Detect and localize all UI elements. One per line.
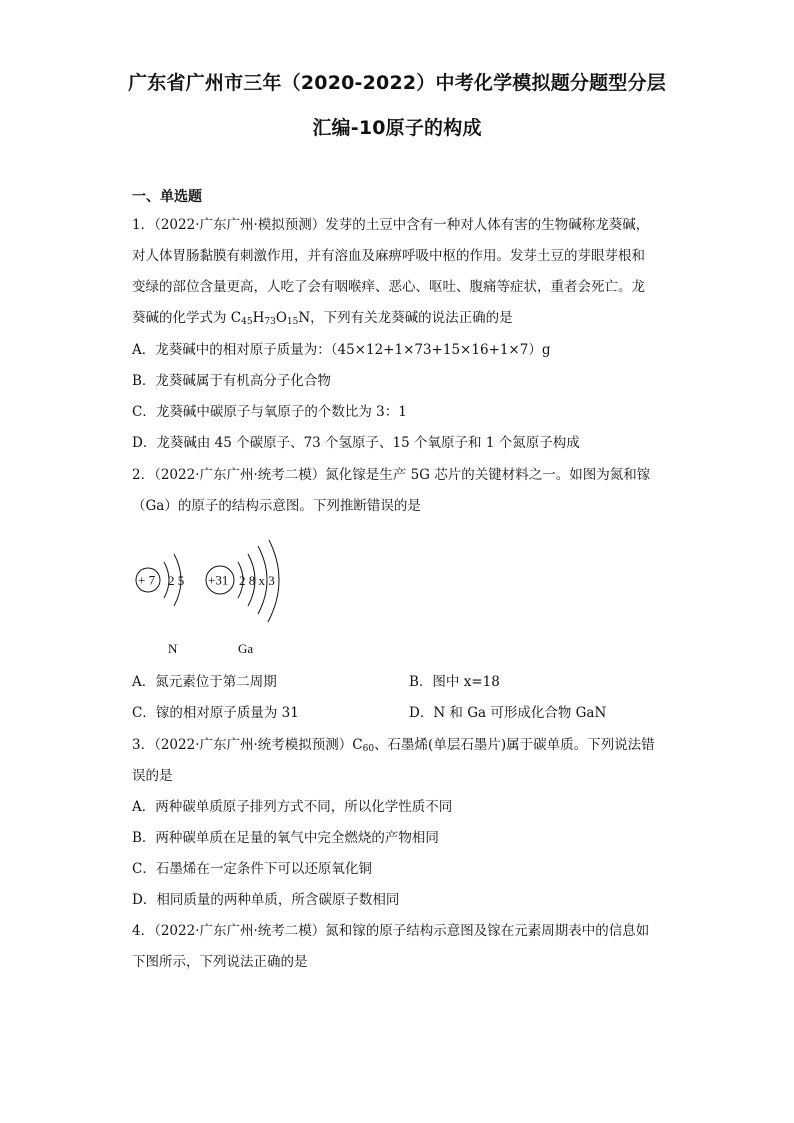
q3-option-c[interactable]: C．石墨烯在一定条件下可以还原氧化铜 [132, 861, 372, 877]
q1-line-4 [132, 306, 513, 327]
gallium-atom [206, 540, 279, 656]
document-title-line-2: 汇编-10原子的构成 [312, 117, 482, 139]
q3-option-b[interactable]: B．两种碳单质在足量的氧气中完全燃烧的产物相同 [132, 830, 439, 846]
gallium-nucleus-charge: +31 [208, 572, 229, 588]
document-title-line-1: 广东省广州市三年（2020-2022）中考化学模拟题分题型分层 [128, 72, 666, 94]
q2-option-a[interactable]: A．氮元素位于第二周期 [132, 674, 277, 690]
q1-option-c[interactable]: C．龙葵碱中碳原子与氧原子的个数比为 3：1 [132, 404, 407, 420]
q1-option-d[interactable]: D．龙葵碱由 45 个碳原子、73 个氢原子、15 个氧原子和 1 个氮原子构成 [132, 435, 580, 451]
q1-formula-sub-h: 73 [264, 317, 276, 327]
q3-line-1-suffix: 、石墨烯(单层石墨片)属于碳单质。下列说法错 [374, 737, 655, 753]
q4-line-1: 4．（2022·广东广州·统考二模）氮和镓的原子结构示意图及镓在元素周期表中的信息如 [132, 923, 650, 939]
q1-formula-sub-c: 45 [241, 317, 253, 327]
q1-formula-sub-o: 15 [286, 317, 299, 327]
gallium-electrons: 2 8 x 3 [239, 573, 275, 588]
nitrogen-nucleus-charge: + 7 [138, 572, 156, 588]
q4-line-2: 下图所示，下列说法正确的是 [132, 954, 308, 970]
q1-formula-prefix: 葵碱的化学式为 C [132, 310, 242, 326]
q3-line-1 [132, 733, 655, 754]
q3-option-a[interactable]: A．两种碳单质原子排列方式不同，所以化学性质不同 [132, 799, 453, 815]
q1-formula-h: H [252, 310, 265, 326]
section-heading: 一、单选题 [132, 189, 202, 205]
q3-c60-subscript: 60 [362, 744, 375, 754]
nitrogen-electrons: 2 5 [168, 573, 185, 588]
q3-option-d[interactable]: D．相同质量的两种单质，所含碳原子数相同 [132, 892, 400, 908]
q1-line-3: 变绿的部位含量更高，人吃了会有咽喉痒、恶心、呕吐、腹痛等症状，重者会死亡。龙 [132, 279, 645, 295]
atomic-structure-diagram [130, 540, 310, 660]
q1-option-a[interactable]: A．龙葵碱中的相对原子质量为：（45×12+1×73+15×16+1×7）g [132, 342, 551, 358]
q3-line-2: 误的是 [132, 768, 173, 784]
q2-line-2: （Ga）的原子的结构示意图。下列推断错误的是 [132, 498, 421, 514]
q3-line-1-prefix: 3．（2022·广东广州·统考模拟预测）C [132, 737, 363, 753]
q2-line-1: 2．（2022·广东广州·统考二模）氮化镓是生产 5G 芯片的关键材料之一。如图为氮和镓 [132, 467, 651, 483]
q1-formula-o: O [275, 310, 287, 326]
q2-option-c[interactable]: C．镓的相对原子质量为 31 [132, 705, 299, 721]
gallium-label: Ga [238, 641, 254, 656]
q1-line-1: 1．（2022·广东广州·模拟预测）发芽的土豆中含有一种对人体有害的生物碱称龙葵碱， [132, 217, 650, 233]
q2-option-b[interactable]: B．图中 x=18 [409, 674, 500, 690]
nitrogen-label: N [168, 641, 178, 656]
nitrogen-atom [136, 554, 184, 656]
q1-line-2: 对人体胃肠黏膜有刺激作用，并有溶血及麻痹呼吸中枢的作用。发芽土豆的芽眼芽根和 [132, 248, 645, 264]
q1-option-b[interactable]: B．龙葵碱属于有机高分子化合物 [132, 373, 331, 389]
q2-option-d[interactable]: D．N 和 Ga 可形成化合物 GaN [409, 705, 607, 721]
q1-formula-suffix: N，下列有关龙葵碱的说法正确的是 [298, 310, 513, 326]
